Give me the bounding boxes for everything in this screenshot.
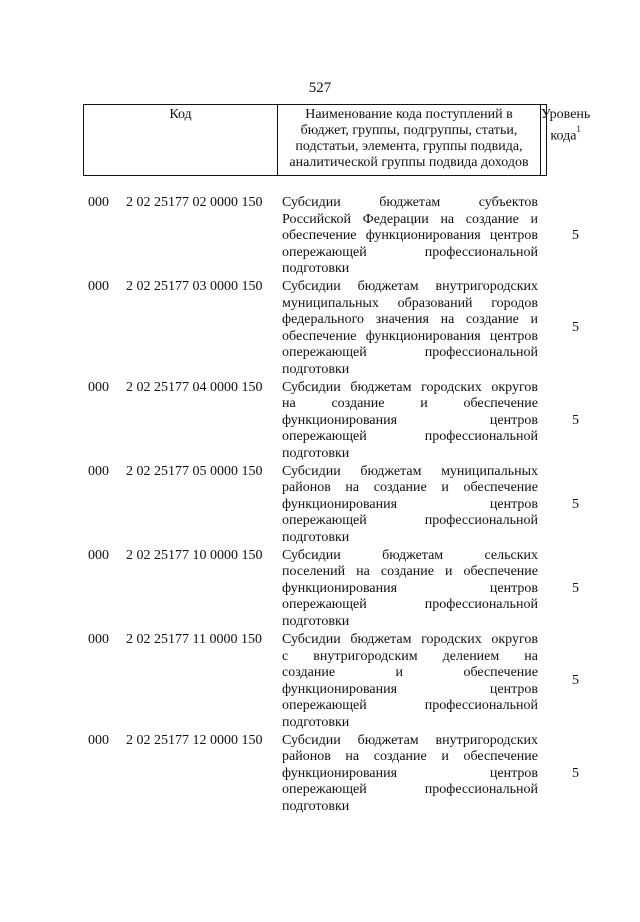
header-level-text: кода bbox=[550, 128, 577, 144]
revenue-description bbox=[282, 380, 538, 463]
description-line: Субсидии бюджетам внутригородских bbox=[282, 279, 538, 295]
level-value: 5 bbox=[572, 228, 579, 243]
description-line: муниципальных образований городов bbox=[282, 295, 538, 311]
level-value: 5 bbox=[572, 496, 579, 512]
header-code: Код bbox=[84, 105, 278, 175]
description-line: функционирования центров bbox=[282, 412, 538, 428]
level-value: 5 bbox=[572, 320, 579, 336]
description-line: поселений на создание и обеспечение bbox=[282, 564, 538, 580]
description-line: опережающей профессиональной bbox=[282, 513, 538, 529]
header-name-line: бюджет, группы, подгруппы, статьи, bbox=[300, 123, 518, 138]
table-header bbox=[83, 104, 591, 176]
description-line: с внутригородским делением на bbox=[282, 648, 538, 664]
description-line: опережающей профессиональной bbox=[282, 345, 538, 361]
description-line: подготовки bbox=[282, 714, 350, 730]
header-level-line bbox=[541, 123, 590, 145]
admin-code: 000 bbox=[88, 732, 109, 748]
description-line: обеспечение функционирования центров bbox=[282, 228, 538, 243]
header-name-line: Наименование кода поступлений в bbox=[305, 107, 513, 122]
revenue-description bbox=[282, 733, 538, 816]
admin-code: 000 bbox=[88, 632, 109, 647]
description-line: на создание и обеспечение bbox=[282, 396, 538, 412]
revenue-code: 2 02 25177 05 0000 150 bbox=[126, 463, 263, 479]
description-line: функционирования центров bbox=[282, 681, 538, 697]
description-line: Субсидии бюджетам городских округов bbox=[282, 632, 538, 647]
header-name-line: аналитической группы подвида доходов bbox=[289, 155, 529, 170]
revenue-code: 2 02 25177 02 0000 150 bbox=[126, 195, 263, 210]
revenue-code: 2 02 25177 03 0000 150 bbox=[126, 279, 263, 295]
header-name-line: подстатьи, элемента, группы подвида, bbox=[295, 139, 523, 154]
description-line: Субсидии бюджетам внутригородских bbox=[282, 732, 538, 748]
level-value: 5 bbox=[572, 580, 579, 596]
revenue-description bbox=[282, 195, 538, 278]
admin-code: 000 bbox=[88, 195, 109, 210]
description-line: Субсидии бюджетам сельских bbox=[282, 547, 538, 563]
description-line: опережающей профессиональной bbox=[282, 698, 538, 713]
description-line: Субсидии бюджетам городских округов bbox=[282, 379, 538, 395]
description-line: федерального значения на создание и bbox=[282, 312, 538, 328]
revenue-code: 2 02 25177 04 0000 150 bbox=[126, 379, 263, 395]
admin-code: 000 bbox=[88, 463, 109, 479]
description-line: подготовки bbox=[282, 361, 350, 377]
header-level bbox=[541, 105, 590, 175]
description-line: подготовки bbox=[282, 529, 350, 545]
description-line: подготовки bbox=[282, 445, 350, 461]
level-value: 5 bbox=[572, 412, 579, 428]
header-level-line: Уровень bbox=[541, 107, 591, 122]
revenue-code: 2 02 25177 10 0000 150 bbox=[126, 547, 263, 563]
description-line: опережающей профессиональной bbox=[282, 429, 538, 445]
description-line: подготовки bbox=[282, 261, 350, 276]
header-name bbox=[278, 105, 541, 175]
footnote-mark: 1 bbox=[576, 124, 581, 134]
description-line: функционирования центров bbox=[282, 765, 538, 781]
description-line: районов на создание и обеспечение bbox=[282, 480, 538, 496]
description-line: Субсидии бюджетам субъектов bbox=[282, 195, 538, 210]
admin-code: 000 bbox=[88, 279, 109, 295]
level-value: 5 bbox=[572, 673, 579, 689]
description-line: подготовки bbox=[282, 613, 350, 629]
description-line: опережающей профессиональной bbox=[282, 782, 538, 798]
description-line: создание и обеспечение bbox=[282, 665, 538, 680]
admin-code: 000 bbox=[88, 379, 109, 395]
description-line: Субсидии бюджетам муниципальных bbox=[282, 463, 538, 479]
description-line: функционирования центров bbox=[282, 496, 538, 512]
description-line: обеспечение функционирования центров bbox=[282, 328, 538, 344]
revenue-description bbox=[282, 548, 538, 631]
revenue-description bbox=[282, 279, 538, 378]
description-line: опережающей профессиональной bbox=[282, 597, 538, 613]
description-line: функционирования центров bbox=[282, 580, 538, 596]
description-line: подготовки bbox=[282, 798, 350, 814]
revenue-code: 2 02 25177 12 0000 150 bbox=[126, 732, 263, 748]
description-line: Российской Федерации на создание и bbox=[282, 211, 538, 227]
revenue-description bbox=[282, 632, 538, 731]
description-line: районов на создание и обеспечение bbox=[282, 749, 538, 765]
revenue-code: 2 02 25177 11 0000 150 bbox=[126, 632, 262, 647]
admin-code: 000 bbox=[88, 547, 109, 563]
revenue-description bbox=[282, 464, 538, 547]
level-value: 5 bbox=[572, 765, 579, 781]
page-number: 527 bbox=[308, 80, 332, 96]
description-line: опережающей профессиональной bbox=[282, 244, 538, 260]
